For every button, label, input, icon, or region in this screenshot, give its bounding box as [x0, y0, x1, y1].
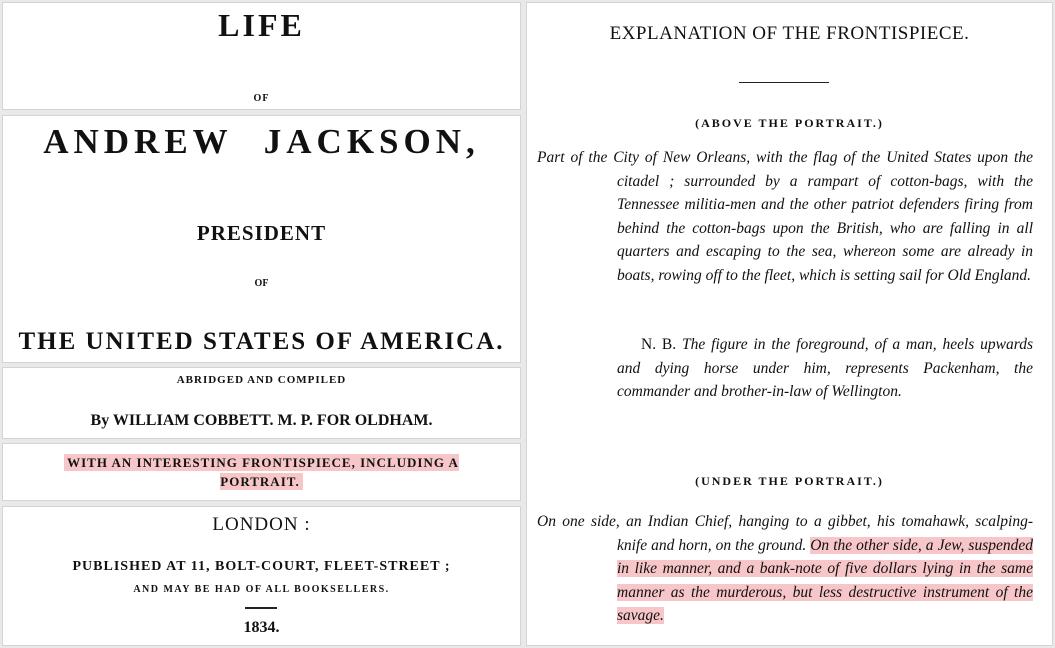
nb-text: The figure in the foreground, of a man, heels upwards and dying horse under him, represents Packenham, the commander and brother-in-law of Wellington. — [617, 336, 1034, 400]
imprint-address: PUBLISHED AT 11, BOLT-COURT, FLEET-STREET ; — [72, 559, 451, 574]
frontispiece-note — [43, 453, 480, 491]
title-panel — [2, 2, 521, 110]
of-label: OF — [254, 278, 269, 289]
above-portrait-label: (ABOVE THE PORTRAIT.) — [695, 116, 884, 130]
author-byline: By WILLIAM COBBETT. M. P. FOR OLDHAM. — [90, 412, 433, 429]
highlighted-frontispiece-note: WITH AN INTERESTING FRONTISPIECE, INCLUDING A PORTRAIT. — [64, 454, 459, 490]
explanation-heading: EXPLANATION OF THE FRONTISPIECE. — [609, 23, 970, 44]
president-label: PRESIDENT — [196, 221, 327, 245]
under-portrait-label: (UNDER THE PORTRAIT.) — [695, 474, 884, 488]
highlighted-under-portrait-text: On the other side, a Jew, suspended in like manner, and a bank-note of five dollars lying in the same manner as the murderous, but less destructive instrument of the savage. — [617, 536, 1034, 624]
heading-rule — [739, 82, 829, 83]
subject-name: ANDREW JACKSON, — [43, 122, 480, 161]
abridged-line: ABRIDGED AND COMPILED — [176, 374, 347, 386]
imprint-city: LONDON : — [212, 514, 311, 535]
explanation-panel — [526, 2, 1053, 646]
under-portrait-paragraph — [537, 510, 1033, 628]
divider-rule — [245, 607, 277, 609]
frontispiece-panel — [2, 443, 521, 501]
title-life: LIFE — [218, 7, 305, 43]
title-of: OF — [253, 93, 270, 104]
imprint-year: 1834. — [243, 619, 280, 636]
nb-paragraph — [617, 333, 1033, 404]
subject-panel — [2, 115, 521, 363]
above-portrait-text: Part of the City of New Orleans, with the flag of the United States upon the citadel ; surrounded by a rampart of cotton-bags, with the Tennessee militia-men and the other patriot defenders firing from behind the cotton-bags upon the British, who are falling in all quarters and escaping to the sea, whereon some are already in boats, rowing off to the fleet, which is setting sail for Old England. — [537, 149, 1033, 284]
imprint-panel — [2, 506, 521, 646]
author-panel — [2, 367, 521, 439]
imprint-sellers: AND MAY BE HAD OF ALL BOOKSELLERS. — [133, 584, 390, 595]
country-name: THE UNITED STATES OF AMERICA. — [18, 328, 505, 355]
under-portrait-text: On one side, an Indian Chief, hanging to a gibbet, his tomahawk, scalping-knife and horn, on the ground. — [537, 513, 1033, 554]
nb-label: N. B. — [641, 336, 677, 353]
